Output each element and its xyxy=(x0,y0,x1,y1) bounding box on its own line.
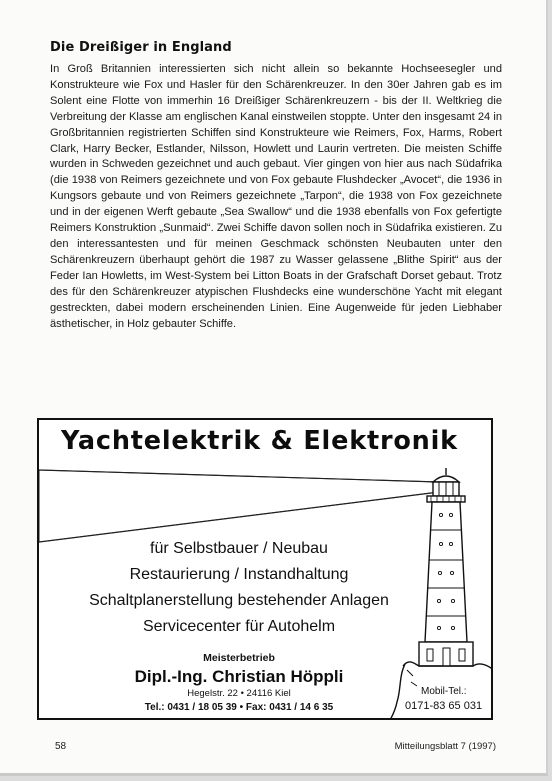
advertisement-box xyxy=(37,418,493,720)
article-heading: Die Dreißiger in England xyxy=(50,40,232,55)
article-body: In Groß Britannien interessierten sich nicht allein so bekannte Hochseesegler und Konstrukteure wie Fox und Hasler für den Schärenkreuzer. In den 30er Jahren gab es im Solent eine Flotte von immerhin 16 Dreißiger Schärenkreuzern - bis der II. Weltkrieg die Verbreitung der Klasse am englischen Kanal einstweilen stoppte. Unter den insgesamt 24 in Großbritannien registrierten Schiffen sind Konstrukteure wie Reimers, Fox, Harms, Robert Clark, Harry Becker, Estlander, Nilsson, Howlett und Laurin vertreten. Die meisten Schiffe wurden in Schweden gezeichnet und auch gebaut. Vier gingen von hier aus nach Südafrika (die 1938 von Reimers gezeichnete und von Fox gebaute Flushdecker „Avocet“, die 1936 in Kungsors gebaute und von Reimers gezeichnete „Tarpon“, die 1938 von Fox gezeichnete und in der eigenen Werft gebaute „Sea Swallow“ und die 1938 ebenfalls von Fox gefertigte Reimers Konstruktion „Sunmaid“. Zwei Schiffe davon sollen noch in Südafrika existieren. Zu den interessantesten und für meinen Geschmack schönsten Neubauten unter den Schärenkreuzern überhaupt gehört die 1987 zu Wasser gelassene „Blithe Spirit“ aus der Feder Ian Howletts, im West-System bei Litton Boats in der Grafschaft Dorset gebaut. Trotz des für den Schärenkreuzer atypischen Flushdecks eine wunderschöne Yacht mit elegant gestreckten, dabei modern erscheinenden Linien. Eine Augenweide für jeden Liebhaber ästhetischer, in Holz gebauter Schiffe. xyxy=(50,63,502,330)
page-number: 58 xyxy=(55,741,67,752)
service-line-3: Schaltplanerstellung bestehender Anlagen xyxy=(89,592,389,609)
mobile-label: Mobil-Tel.: xyxy=(421,686,467,697)
ad-title: Yachtelektrik & Elektronik xyxy=(61,426,458,456)
service-line-1: für Selbstbauer / Neubau xyxy=(150,540,328,557)
company-name: Dipl.-Ing. Christian Höppli xyxy=(134,667,344,686)
mobile-number: 0171-83 65 031 xyxy=(405,700,483,712)
service-line-2: Restaurierung / Instandhaltung xyxy=(129,566,349,583)
phone-fax: Tel.: 0431 / 18 05 39 • Fax: 0431 / 14 6 35 xyxy=(144,702,334,713)
publication-info: Mitteilungsblatt 7 (1997) xyxy=(394,741,496,752)
meisterbetrieb-label: Meisterbetrieb xyxy=(203,652,275,664)
service-line-4: Servicecenter für Autohelm xyxy=(142,618,336,635)
company-address: Hegelstr. 22 • 24116 Kiel xyxy=(187,688,291,699)
